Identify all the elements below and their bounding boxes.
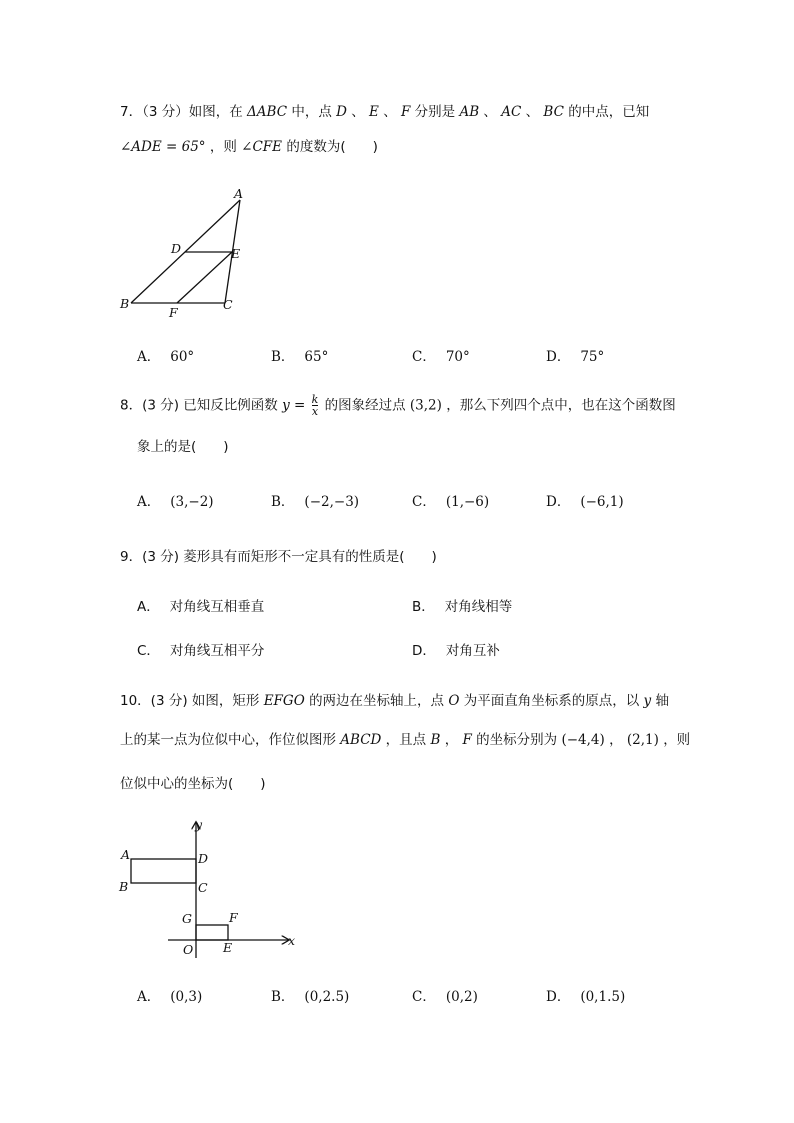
q8-fraction: $\frac{k}{x}$ [311,393,319,418]
q8-stem-line1: 8．(3 分) 已知反比例函数 y = $\frac{k}{x}$ 的图象经过点 (3,2) ，那么下列四个点中，也在这个函数图 [120,393,676,418]
label-a: A [121,847,131,862]
q9-option-a[interactable]: A． 对角线互相垂直 [137,599,265,615]
q7-stem-line2: ∠ADE = 65° ，则 ∠CFE 的度数为( ) [120,139,378,155]
label-d: D [198,851,209,866]
q10-stem-line1: 10．(3 分) 如图，矩形 EFGO 的两边在坐标轴上，点 O 为平面直角坐标系的原点，以 y 轴 [120,693,669,709]
rectangle-abcd [131,859,196,883]
label-f: F [169,305,178,320]
q10-coordinate-figure [110,815,310,965]
label-a: A [234,186,244,201]
label-y: y [195,817,203,832]
q9-option-d[interactable]: D． 对角互补 [412,643,500,659]
q7-option-d[interactable]: D． 75° [546,349,605,365]
label-e: E [223,940,233,955]
label-c: C [223,297,233,312]
label-b: B [120,296,130,311]
label-d: D [171,241,182,256]
q9-option-c[interactable]: C． 对角线互相平分 [137,643,265,659]
q8-option-c[interactable]: C． (1,−6) [412,494,490,510]
q10-option-d[interactable]: D． (0,1.5) [546,989,626,1005]
q7-stem-line1: 7．（3 分）如图，在 ΔABC 中，点 D 、 E 、 F 分别是 AB 、 AC 、 BC 的中点，已知 [120,104,650,120]
q7-triangle-figure [110,182,260,322]
label-f: F [229,910,238,925]
q7-option-a[interactable]: A． 60° [137,349,195,365]
q9-stem: 9．(3 分) 菱形具有而矩形不一定具有的性质是( ) [120,549,437,565]
q7-option-c[interactable]: C． 70° [412,349,470,365]
q8-stem-line2: 象上的是( ) [137,439,229,455]
label-e: E [231,246,241,261]
q10-stem-line2: 上的某一点为位似中心，作位似图形 ABCD ，且点 B ， F 的坐标分别为 (−4,4) ， (2,1) ，则 [120,732,691,748]
rectangle-efgo [196,925,228,940]
q9-option-b[interactable]: B． 对角线相等 [412,599,513,615]
label-g: G [182,911,192,926]
label-o: O [183,942,194,957]
q10-option-b[interactable]: B． (0,2.5) [271,989,350,1005]
q8-option-a[interactable]: A． (3,−2) [137,494,214,510]
label-b: B [119,879,129,894]
q10-option-c[interactable]: C． (0,2) [412,989,478,1005]
q7-option-b[interactable]: B． 65° [271,349,329,365]
q10-stem-line3: 位似中心的坐标为( ) [120,776,266,792]
q8-option-d[interactable]: D． (−6,1) [546,494,624,510]
q8-option-b[interactable]: B． (−2,−3) [271,494,360,510]
label-x: x [288,933,296,948]
segment-fe [177,252,232,303]
q10-option-a[interactable]: A． (0,3) [137,989,203,1005]
label-c: C [198,880,208,895]
